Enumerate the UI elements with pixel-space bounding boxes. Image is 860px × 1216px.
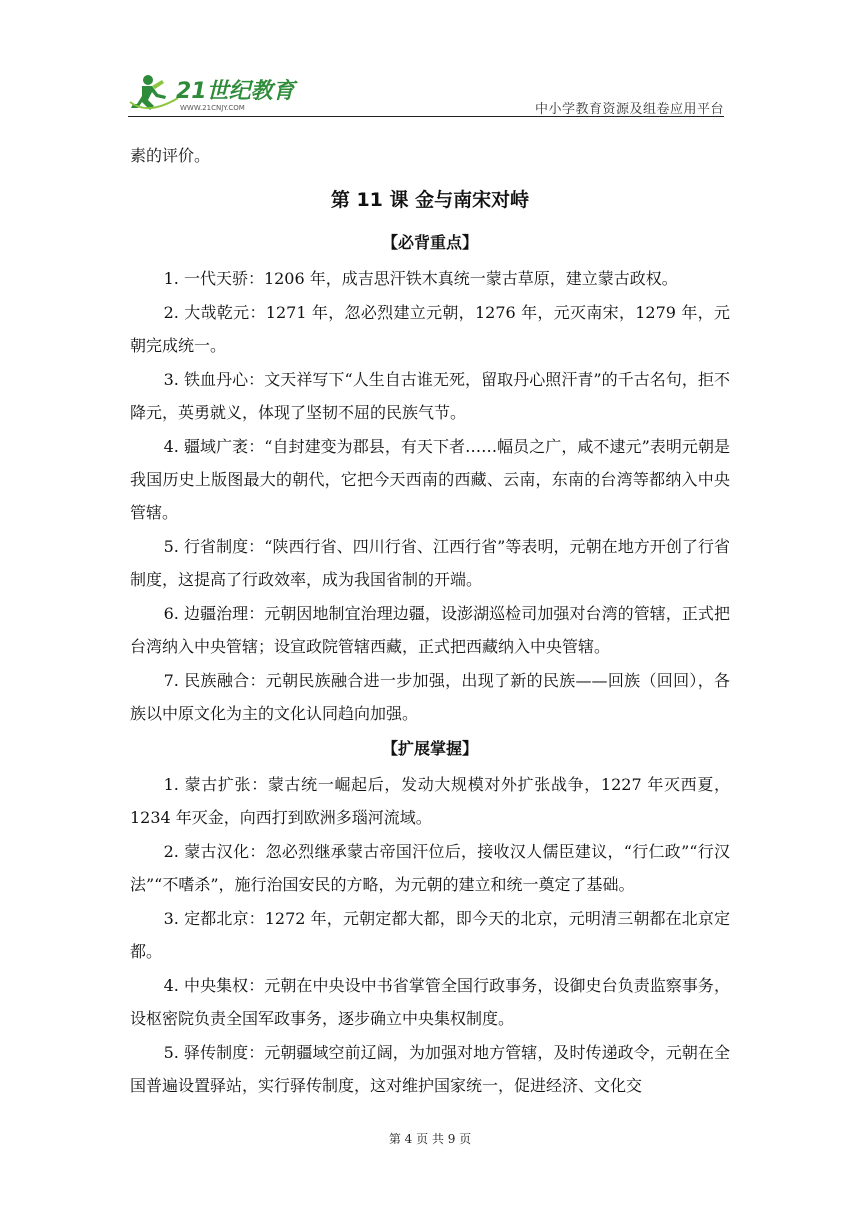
- key-point-item: 3. 铁血丹心：文天祥写下“人生自古谁无死，留取丹心照汗青”的千古名句，拒不降元，英勇就义，体现了坚韧不屈的民族气节。: [130, 370, 730, 422]
- extended-item: 1. 蒙古扩张：蒙古统一崛起后，发动大规模对外扩张战争，1227 年灭西夏，1234 年灭金，向西打到欧洲多瑙河流域。: [130, 775, 730, 827]
- continuation-text: 素的评价。: [130, 146, 211, 165]
- logo: [128, 72, 328, 116]
- key-point-item: 6. 边疆治理：元朝因地制宜治理边疆，设澎湖巡检司加强对台湾的管辖，正式把台湾纳入中央管辖；设宣政院管辖西藏，正式把西藏纳入中央管辖。: [130, 604, 730, 656]
- page-footer: 第 4 页 共 9 页: [388, 1132, 472, 1146]
- key-point-item: 1. 一代天骄：1206 年，成吉思汗铁木真统一蒙古草原，建立蒙古政权。: [163, 269, 678, 288]
- key-point-item: 2. 大哉乾元：1271 年，忽必烈建立元朝，1276 年，元灭南宋，1279 年，元朝完成统一。: [130, 303, 730, 355]
- key-point-item: 4. 疆域广袤：“自封建变为郡县，有天下者……幅员之广，咸不逮元”表明元朝是我国历史上版图最大的朝代，它把今天西南的西藏、云南，东南的台湾等都纳入中央管辖。: [130, 437, 730, 522]
- extended-item: 2. 蒙古汉化：忽必烈继承蒙古帝国汗位后，接收汉人儒臣建议，“行仁政”“行汉法”“不嗜杀”，施行治国安民的方略，为元朝的建立和统一奠定了基础。: [130, 842, 730, 894]
- header-tagline: 中小学教育资源及组卷应用平台: [534, 102, 724, 117]
- key-point-item: 7. 民族融合：元朝民族融合进一步加强，出现了新的民族——回族（回回），各族以中原文化为主的文化认同趋向加强。: [130, 671, 730, 723]
- document-body: [130, 140, 730, 1103]
- key-point-item: 5. 行省制度：“陕西行省、四川行省、江西行省”等表明，元朝在地方开创了行省制度，这提高了行政效率，成为我国省制的开端。: [130, 537, 730, 589]
- logo-url: WWW.21CNJY.COM: [180, 104, 245, 112]
- extended-item: 4. 中央集权：元朝在中央设中书省掌管全国行政事务，设御史台负责监察事务，设枢密院负责全国军政事务，逐步确立中央集权制度。: [130, 976, 730, 1028]
- header-rule: [128, 116, 724, 117]
- extended-item: 5. 驿传制度：元朝疆域空前辽阔，为加强对地方管辖，及时传递政令，元朝在全国普遍设置驿站，实行驿传制度，这对维护国家统一，促进经济、文化交: [130, 1043, 730, 1095]
- extended-item: 3. 定都北京：1272 年，元朝定都大都，即今天的北京，元明清三朝都在北京定都。: [130, 909, 730, 961]
- logo-text: 21世纪教育: [176, 79, 295, 104]
- page-header: [128, 72, 724, 120]
- runner-icon: [130, 75, 178, 110]
- section-heading-extended: 【扩展掌握】: [381, 739, 478, 758]
- section-heading-key-points: 【必背重点】: [381, 233, 478, 252]
- lesson-title: 第 11 课 金与南宋对峙: [330, 189, 530, 211]
